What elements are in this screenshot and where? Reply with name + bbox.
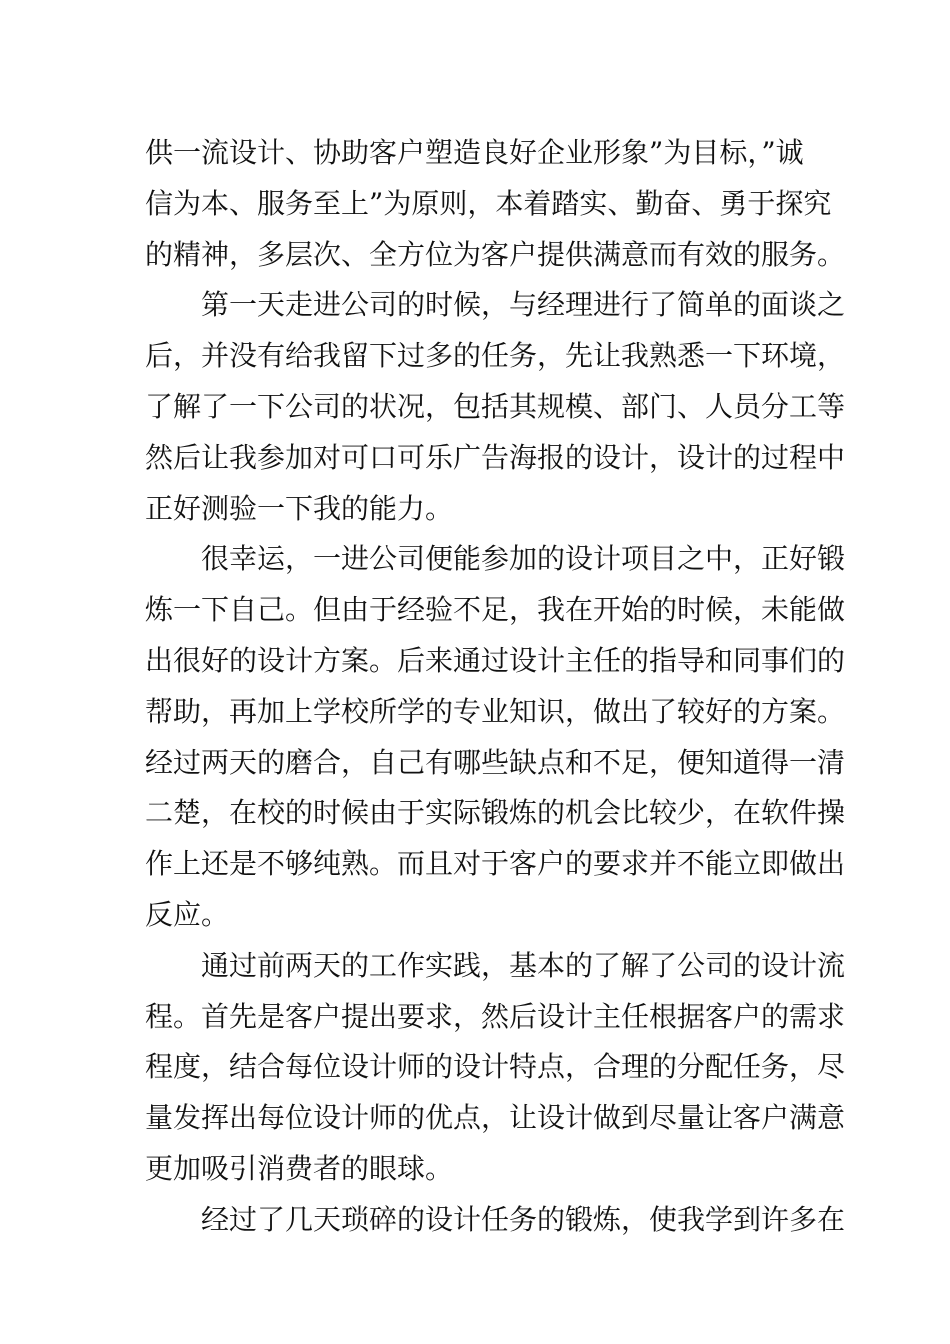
text-line: 正好测验一下我的能力。 (145, 491, 454, 525)
paragraph-first-line: 经过了几天琐碎的设计任务的锻炼，使我学到许多在 (201, 1202, 846, 1236)
text-line: 信为本、服务至上”为原则，本着踏实、勤奋、勇于探究 (145, 186, 832, 220)
text-line: 帮助，再加上学校所学的专业知识，做出了较好的方案。 (145, 694, 846, 728)
text-line: 后，并没有给我留下过多的任务，先让我熟悉一下环境， (145, 339, 846, 373)
text-line: 作上还是不够纯熟。而且对于客户的要求并不能立即做出 (145, 847, 846, 881)
text-line: 经过两天的磨合，自己有哪些缺点和不足，便知道得一清 (145, 745, 846, 779)
text-line: 量发挥出每位设计师的优点，让设计做到尽量让客户满意 (145, 1101, 846, 1135)
text-line: 反应。 (145, 897, 230, 931)
text-line: 供一流设计、协助客户塑造良好企业形象”为目标，”诚 (145, 136, 804, 169)
document-body (145, 128, 846, 1246)
text-line: 程度，结合每位设计师的设计特点，合理的分配任务，尽 (145, 1050, 846, 1084)
text-line: 然后让我参加对可口可乐广告海报的设计，设计的过程中 (145, 440, 846, 474)
text-line: 了解了一下公司的状况，包括其规模、部门、人员分工等 (145, 389, 846, 423)
text-line: 炼一下自己。但由于经验不足，我在开始的时候，未能做 (145, 593, 846, 627)
paragraph-first-line: 通过前两天的工作实践，基本的了解了公司的设计流 (201, 948, 846, 982)
text-line: 的精神，多层次、全方位为客户提供满意而有效的服务。 (145, 237, 846, 271)
paragraph-first-line: 第一天走进公司的时候，与经理进行了简单的面谈之 (201, 288, 846, 322)
paragraph-first-line: 很幸运，一进公司便能参加的设计项目之中，正好锻 (201, 542, 846, 576)
text-line: 二楚，在校的时候由于实际锻炼的机会比较少，在软件操 (145, 796, 846, 830)
text-line: 出很好的设计方案。后来通过设计主任的指导和同事们的 (145, 643, 846, 677)
text-line: 更加吸引消费者的眼球。 (145, 1151, 454, 1185)
text-line: 程。首先是客户提出要求，然后设计主任根据客户的需求 (145, 999, 846, 1033)
